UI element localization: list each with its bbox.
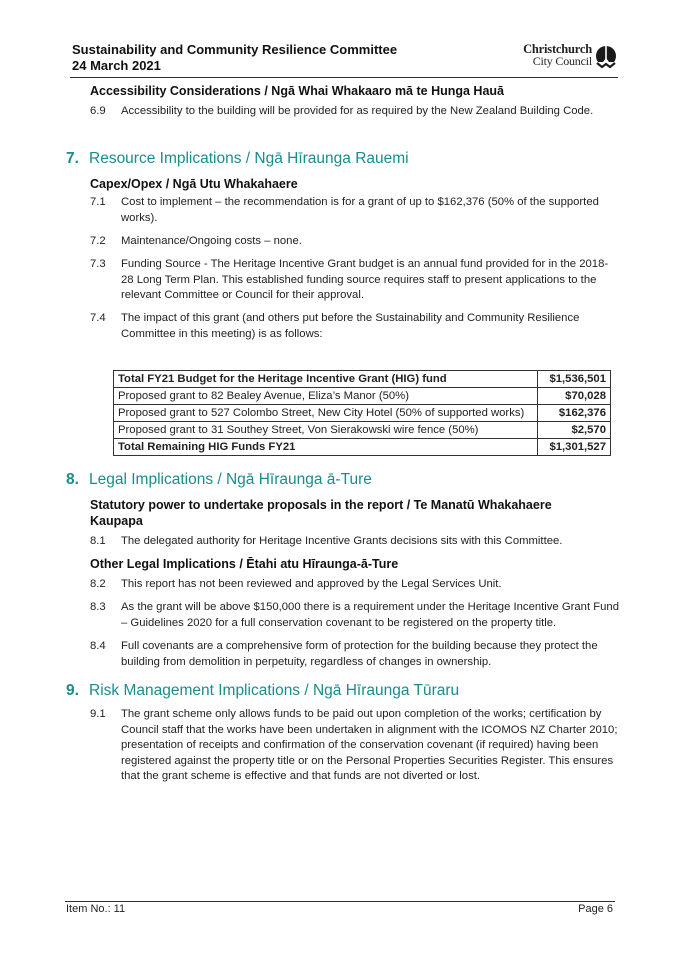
paragraph-text: The grant scheme only allows funds to be paid out upon completion of the works; certification by Council staff that the works have been undertaken in alignment with the ICOMOS NZ Charter 2010; presentation of receipts and confirmation of the conservation covenant (if required) having been registered against the property title or on the Personal Properties Securities Register. This ensures that the grant scheme is effective and that funds are not diverted or lost. xyxy=(121,708,618,782)
paragraph-6-9 xyxy=(90,104,620,120)
paragraph-text: Cost to implement – the recommendation is for a grant of up to $162,376 (50% of the supported works). xyxy=(121,196,599,224)
paragraph-7-4 xyxy=(90,311,620,342)
section-7-heading xyxy=(66,149,409,169)
accessibility-heading: Accessibility Considerations / Ngā Whai Whakaaro mā te Hunga Hauā xyxy=(90,84,504,98)
paragraph-7-1 xyxy=(90,195,620,226)
paragraph-text: Full covenants are a comprehensive form of protection for the building because they protect the building from demolition in perpetuity, regardless of changes in ownership. xyxy=(121,640,598,668)
section-number: 7. xyxy=(66,150,79,167)
council-logo xyxy=(498,42,618,70)
paragraph-7-3 xyxy=(90,257,620,304)
section-number: 9. xyxy=(66,682,79,699)
section-8-heading xyxy=(66,470,372,490)
committee-name: Sustainability and Community Resilience Committee xyxy=(72,42,398,57)
paragraph-8-2 xyxy=(90,577,620,593)
paragraph-number: 8.1 xyxy=(90,535,106,547)
paragraph-9-1 xyxy=(90,707,620,785)
section-title: Risk Management Implications / Ngā Hīraunga Tūraru xyxy=(89,682,460,699)
cathedral-logo-icon xyxy=(594,45,618,69)
paragraph-number: 8.2 xyxy=(90,578,106,590)
paragraph-number: 7.4 xyxy=(90,312,106,324)
paragraph-number: 7.2 xyxy=(90,235,106,247)
paragraph-number: 7.3 xyxy=(90,258,106,270)
paragraph-number: 9.1 xyxy=(90,708,106,720)
paragraph-text: Funding Source - The Heritage Incentive Grant budget is an annual fund provided for in the 2018-28 Long Term Plan. This established funding source requires staff to present applications to the relevant Committee or Council for their approval. xyxy=(121,258,609,301)
paragraph-text: This report has not been reviewed and approved by the Legal Services Unit. xyxy=(121,578,502,590)
paragraph-text: Maintenance/Ongoing costs – none. xyxy=(121,235,302,247)
table-row-total xyxy=(114,439,611,456)
heading-line: Statutory power to undertake proposals in the report / Te Manatū Whakahaere xyxy=(90,498,552,512)
row-label: Total Remaining HIG Funds FY21 xyxy=(114,439,538,456)
page-header xyxy=(72,42,618,76)
paragraph-text: As the grant will be above $150,000 there is a requirement under the Heritage Incentive Grant Fund – Guidelines 2020 for a full conservation covenant to be registered on the property title. xyxy=(121,601,619,629)
paragraph-8-4 xyxy=(90,639,620,670)
table-row xyxy=(114,405,611,422)
row-label: Proposed grant to 527 Colombo Street, New City Hotel (50% of supported works) xyxy=(114,405,538,422)
row-value: $70,028 xyxy=(538,388,611,405)
logo-line-1: Christchurch xyxy=(523,42,592,56)
logo-line-2: City Council xyxy=(532,54,592,68)
table-row xyxy=(114,388,611,405)
paragraph-7-2 xyxy=(90,234,620,250)
capex-opex-heading: Capex/Opex / Ngā Utu Whakahaere xyxy=(90,177,298,191)
paragraph-text: Accessibility to the building will be provided for as required by the New Zealand Building Code. xyxy=(121,105,594,117)
paragraph-text: The impact of this grant (and others put before the Sustainability and Community Resilience Committee in this meeting) is as follows: xyxy=(121,312,580,340)
hig-funds-table xyxy=(113,370,611,456)
row-value: $1,301,527 xyxy=(538,439,611,456)
paragraph-number: 7.1 xyxy=(90,196,106,208)
section-number: 8. xyxy=(66,471,79,488)
paragraph-text: The delegated authority for Heritage Incentive Grants decisions sits with this Committee. xyxy=(121,535,563,547)
paragraph-8-3 xyxy=(90,600,620,631)
section-title: Resource Implications / Ngā Hīraunga Rauemi xyxy=(89,150,409,167)
item-number: Item No.: 11 xyxy=(66,903,126,915)
row-value: $2,570 xyxy=(538,422,611,439)
paragraph-8-1 xyxy=(90,534,620,550)
meeting-date: 24 March 2021 xyxy=(72,58,161,73)
table-row xyxy=(114,422,611,439)
row-label: Proposed grant to 31 Southey Street, Von Sierakowski wire fence (50%) xyxy=(114,422,538,439)
row-label: Proposed grant to 82 Bealey Avenue, Eliza’s Manor (50%) xyxy=(114,388,538,405)
header-divider xyxy=(70,77,618,78)
section-9-heading xyxy=(66,681,459,701)
row-label: Total FY21 Budget for the Heritage Incentive Grant (HIG) fund xyxy=(114,371,538,388)
paragraph-number: 8.4 xyxy=(90,640,106,652)
row-value: $1,536,501 xyxy=(538,371,611,388)
paragraph-number: 8.3 xyxy=(90,601,106,613)
section-title: Legal Implications / Ngā Hīraunga ā-Ture xyxy=(89,471,372,488)
page-number: Page 6 xyxy=(578,903,613,915)
footer-divider xyxy=(65,901,615,902)
heading-line: Kaupapa xyxy=(90,514,143,528)
other-legal-heading: Other Legal Implications / Ētahi atu Hīraunga-ā-Ture xyxy=(90,557,399,571)
table-row xyxy=(114,371,611,388)
paragraph-number: 6.9 xyxy=(90,105,106,117)
statutory-power-heading xyxy=(90,497,552,529)
row-value: $162,376 xyxy=(538,405,611,422)
